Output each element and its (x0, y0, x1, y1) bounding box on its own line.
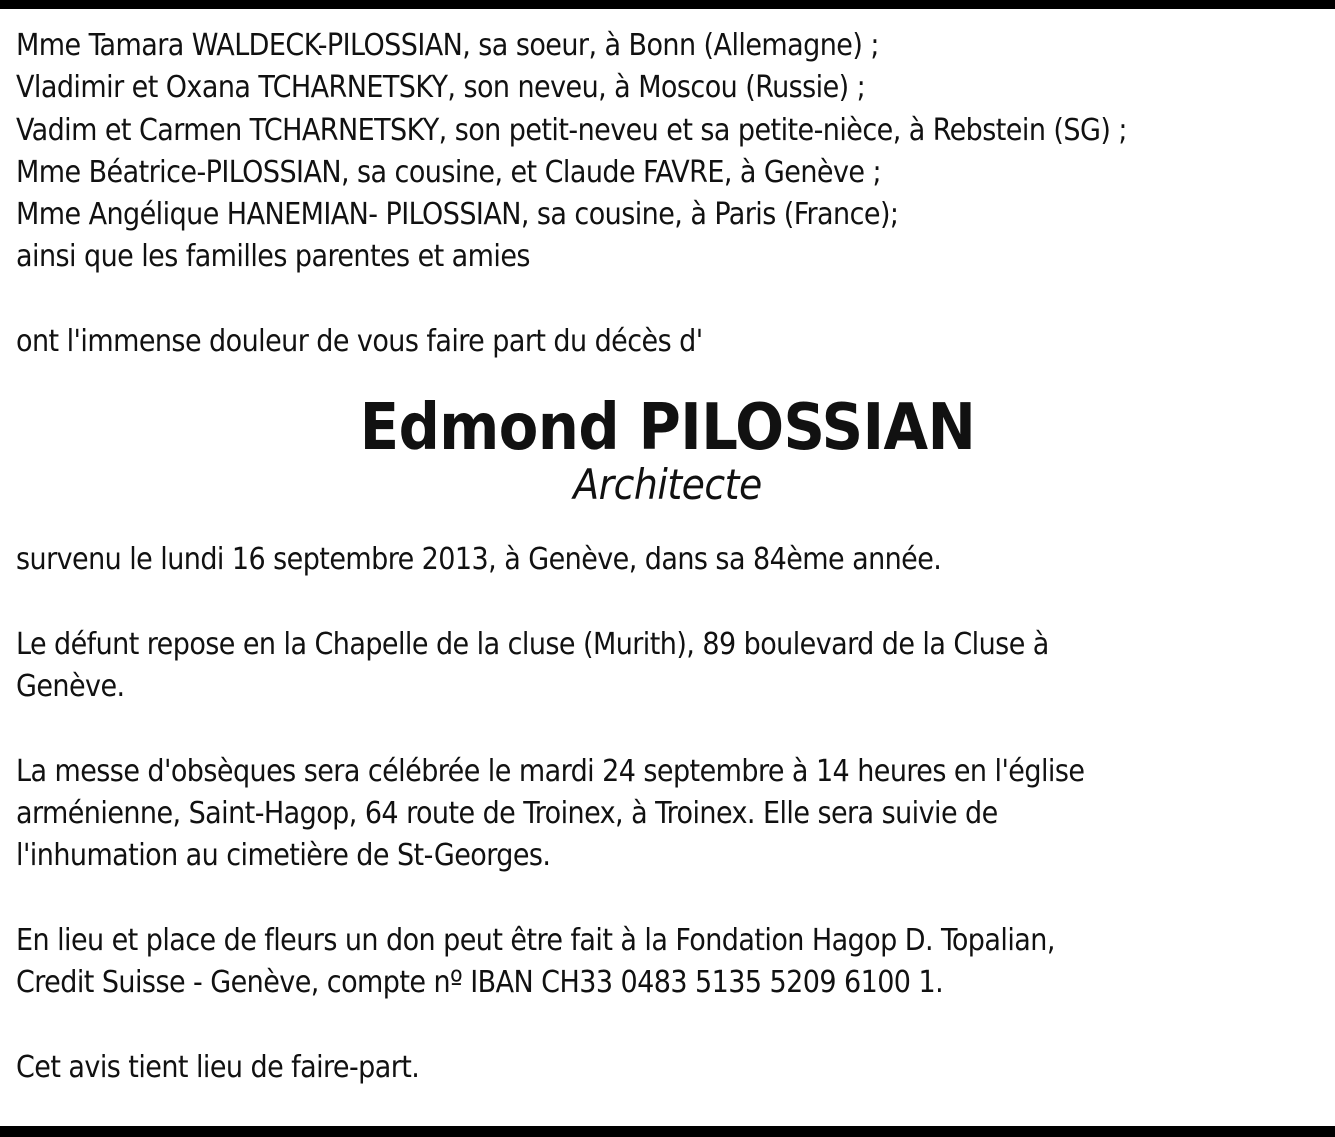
family-line: Vadim et Carmen TCHARNETSKY, son petit-neveu et sa petite-nièce, à Rebstein (SG) ; (16, 112, 1127, 148)
obituary-notice (16, 25, 1331, 1089)
announcement-text: ont l'immense douleur de vous faire part du décès d' (16, 324, 703, 360)
donation-paragraph (16, 920, 1331, 1005)
family-line: Mme Angélique HANEMIAN- PILOSSIAN, sa cousine, à Paris (France); (16, 197, 899, 233)
funeral-line: l'inhumation au cimetière de St-Georges. (16, 838, 551, 874)
family-line: Mme Béatrice-PILOSSIAN, sa cousine, et Claude FAVRE, à Genève ; (16, 154, 882, 190)
repose-line: Le défunt repose en la Chapelle de la cluse (Murith), 89 boulevard de la Cluse à (16, 626, 1049, 662)
repose-paragraph (16, 624, 1331, 709)
spacer (16, 582, 1331, 624)
donation-line: En lieu et place de fleurs un don peut être fait à la Fondation Hagop D. Topalian, (16, 923, 1055, 959)
family-list (16, 25, 1331, 279)
repose-line: Genève. (16, 669, 125, 705)
funeral-line: La messe d'obsèques sera célébrée le mardi 24 septembre à 14 heures en l'église (16, 753, 1085, 789)
deceased-profession: Architecte (573, 460, 762, 510)
spacer (16, 878, 1331, 920)
donation-line: Credit Suisse - Genève, compte nº IBAN CH33 0483 5135 5209 6100 1. (16, 965, 944, 1001)
bottom-border-rule (0, 1126, 1335, 1137)
spacer (16, 709, 1331, 751)
family-line: Vladimir et Oxana TCHARNETSKY, son neveu, à Moscou (Russie) ; (16, 70, 866, 106)
family-line: ainsi que les familles parentes et amies (16, 239, 530, 275)
deceased-block (0, 391, 1335, 510)
funeral-line: arménienne, Saint-Hagop, 64 route de Troinex, à Troinex. Elle sera suivie de (16, 796, 998, 832)
family-line: Mme Tamara WALDECK-PILOSSIAN, sa soeur, à Bonn (Allemagne) ; (16, 28, 879, 63)
spacer (16, 1005, 1331, 1047)
closing-text: Cet avis tient lieu de faire-part. (16, 1049, 420, 1085)
funeral-paragraph (16, 751, 1331, 878)
top-border-rule (0, 0, 1335, 9)
spacer (16, 279, 1331, 321)
deceased-name: Edmond PILOSSIAN (359, 391, 976, 466)
death-details: survenu le lundi 16 septembre 2013, à Genève, dans sa 84ème année. (16, 542, 942, 578)
